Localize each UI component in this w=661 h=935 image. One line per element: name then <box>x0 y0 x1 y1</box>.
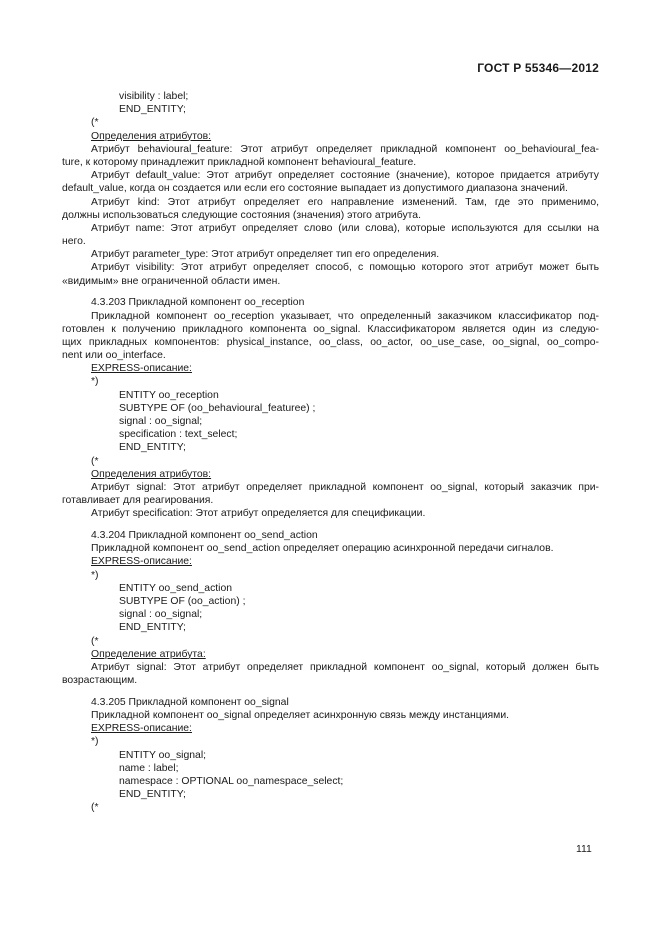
paragraph-line: Прикладной компонент oo_send_action определяет операцию асинхронной передачи сигналов. <box>91 543 554 555</box>
paragraph-line: Атрибут kind: Этот атрибут определяет его направление изменений. Там, где это применимо, <box>91 196 599 208</box>
attribute-heading: Определение атрибута: <box>91 648 206 660</box>
comment-close: *) <box>91 376 99 388</box>
spacer <box>62 288 599 297</box>
code-line: signal : oo_signal; <box>119 609 203 621</box>
comment-close: *) <box>91 569 99 581</box>
code-line: SUBTYPE OF (oo_action) ; <box>119 595 246 607</box>
page-body <box>62 90 599 814</box>
paragraph-line: возрастающим. <box>62 675 138 687</box>
paragraph-line: Атрибут parameter_type: Этот атрибут определяет тип его определения. <box>91 249 440 261</box>
paragraph-line: Атрибут signal: Этот атрибут определяет прикладной компонент oo_signal, который должен быть <box>91 661 599 673</box>
code-line: name : label; <box>119 762 179 774</box>
code-line: namespace : OPTIONAL oo_namespace_select; <box>119 775 344 787</box>
standard-header: ГОСТ Р 55346—2012 <box>477 61 599 75</box>
spacer <box>62 687 599 696</box>
code-line: END_ENTITY; <box>119 789 186 801</box>
attributes-heading: Определения атрибутов: <box>91 130 212 142</box>
section-heading: 4.3.203 Прикладной компонент oo_reception <box>91 297 305 309</box>
code-line: ENTITY oo_reception <box>119 389 219 401</box>
code-line: ENTITY oo_send_action <box>119 582 233 594</box>
code-line: visibility : label; <box>119 91 189 102</box>
code-line: SUBTYPE OF (oo_behavioural_featuree) ; <box>119 402 316 414</box>
express-heading: EXPRESS-описание: <box>91 723 192 735</box>
paragraph-line: «видимым» вне ограниченной области имен. <box>62 275 281 287</box>
paragraph-line: Атрибут specification: Этот атрибут определяется для спецификации. <box>91 508 426 520</box>
paragraph-line: default_value, когда он создается или если его состояние выпадает из допустимого диапазона значений. <box>62 183 568 195</box>
comment-open: (* <box>91 117 99 129</box>
comment-open: (* <box>91 635 99 647</box>
paragraph-line: Атрибут behavioural_feature: Этот атрибут определяет прикладной компонент oo_behavioural_fea- <box>91 143 599 155</box>
paragraph-line: nent или oo_interface. <box>62 350 166 362</box>
code-line: signal : oo_signal; <box>119 416 203 427</box>
attributes-heading: Определения атрибутов: <box>91 468 212 480</box>
paragraph-line: Прикладной компонент oo_reception указывает, что определенный заказчиком классификатор под- <box>91 310 599 322</box>
paragraph-line: щих прикладных компонентов: physical_instance, oo_class, oo_actor, oo_use_case, oo_signal, oo_compo- <box>62 336 599 348</box>
paragraph-line: Атрибут name: Этот атрибут определяет слово (или слова), которые используются для ссылки на <box>91 222 599 234</box>
paragraph-line: ture, к которому принадлежит прикладной компонент behavioural_feature. <box>62 156 417 168</box>
code-line: END_ENTITY; <box>119 622 186 634</box>
page-number: 111 <box>576 844 592 855</box>
comment-open: (* <box>91 455 99 467</box>
paragraph-line: должны использоваться следующие состояния (значения) этого атрибута. <box>62 209 421 221</box>
spacer <box>62 521 599 530</box>
paragraph-line: него. <box>62 236 86 248</box>
paragraph-line: Прикладной компонент oo_signal определяет асинхронную связь между инстанциями. <box>91 709 510 721</box>
code-line: END_ENTITY; <box>119 442 186 454</box>
express-heading: EXPRESS-описание: <box>91 363 192 375</box>
paragraph-line: готавливает для реагирования. <box>62 495 214 507</box>
section-heading: 4.3.204 Прикладной компонент oo_send_action <box>91 530 318 541</box>
code-line: specification : text_select; <box>119 429 238 441</box>
comment-open: (* <box>91 802 99 814</box>
paragraph-line: готовлен к получению прикладного компонента oo_signal. Классификатором является один из следую- <box>62 323 599 335</box>
paragraph-line: Атрибут default_value: Этот атрибут определяет состояние (значение), которое придается атрибуту <box>91 170 599 182</box>
paragraph-line: Атрибут visibility: Этот атрибут определяет способ, с помощью которого этот атрибут может быть <box>91 262 599 274</box>
paragraph-line: Атрибут signal: Этот атрибут определяет прикладной компонент oo_signal, который заказчик при- <box>91 481 599 493</box>
section-heading: 4.3.205 Прикладной компонент oo_signal <box>91 696 289 708</box>
express-heading: EXPRESS-описание: <box>91 556 192 568</box>
comment-close: *) <box>91 736 99 748</box>
code-line: ENTITY oo_signal; <box>119 749 207 761</box>
code-line: END_ENTITY; <box>119 104 186 116</box>
